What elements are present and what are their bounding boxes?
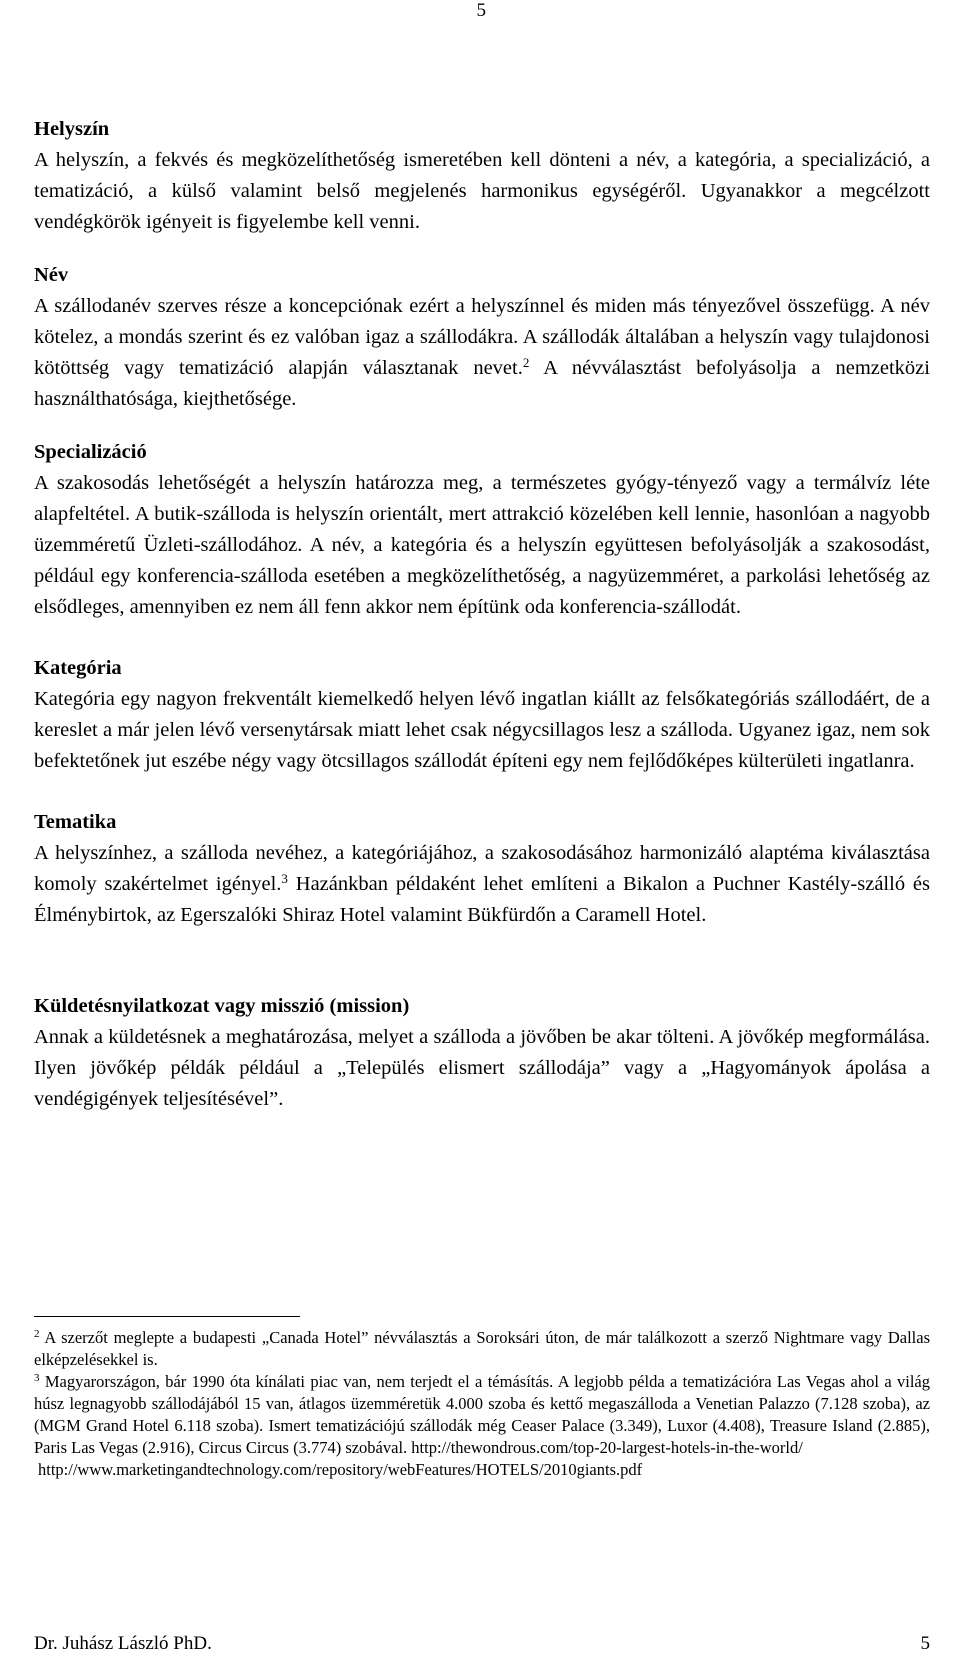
page-footer — [34, 1632, 930, 1656]
footnote-number: 3 — [34, 1372, 40, 1384]
footnote-number: 2 — [34, 1328, 40, 1340]
footer-page-number: 5 — [920, 1633, 930, 1654]
section-heading: Tematika — [34, 811, 117, 833]
section-heading: Küldetésnyilatkozat vagy misszió (mission) — [34, 995, 410, 1017]
paragraph-text: A helyszínhez, a szálloda nevéhez, a kategóriájához, a szakosodásához harmonizáló alaptéma kiválasztása komoly szakértelmet igényel. — [34, 842, 930, 895]
section-specializacio — [34, 437, 930, 623]
footer-author: Dr. Juhász László PhD. — [34, 1633, 212, 1654]
paragraph-text: A szállodanév szerves része a koncepciónak ezért a helyszínnel és miden más tényezővel összefügg. A név kötelez, a mondás szerint és ez valóban igaz a szállodákra. A szállodák általában a helyszín vagy tulajdonosi kötöttség vagy tematizáció alapján választanak nevet. — [34, 295, 930, 379]
page-number-top: 5 — [476, 0, 486, 21]
section-tematika — [34, 807, 930, 931]
section-nev — [34, 260, 930, 415]
footnotes — [34, 1316, 930, 1481]
section-paragraph: A szakosodás lehetőségét a helyszín határozza meg, a természetes gyógy-tényező vagy a termálvíz léte alapfeltétel. A butik-szálloda is helyszín orientált, mert attrakció közelében kell lennie, hasonlóan a nagyobb üzemméretű Üzleti-szállodához. A név, a kategória és a helyszín együttesen befolyásolják a szakosodást, például egy konferencia-szálloda esetében a megközelíthetőség, a nagyüzemméret, a parkolási lehetőség az elsődleges, amennyiben ez nem áll fenn akkor nem építünk oda konferencia-szállodát. — [34, 472, 930, 618]
footnote-ref[interactable]: 3 — [281, 871, 288, 886]
section-heading: Kategória — [34, 657, 122, 679]
section-paragraph: Kategória egy nagyon frekventált kiemelkedő helyen lévő ingatlan kiállt az felsőkategóriás szállodáért, de a kereslet a már jelen lévő versenytársak miatt lehet csak négycsillagos lesz a szálloda. Ugyanez igaz, nem sok befektetőnek jut eszébe négy vagy ötcsillagos szállodát építeni egy nem fejlődőképes külterületi ingatlanra. — [34, 688, 930, 772]
section-heading: Helyszín — [34, 118, 110, 140]
footnote-text: Magyarországon, bár 1990 óta kínálati piac van, nem terjedt el a témásítás. A legjobb példa a tematizációra Las Vegas ahol a világ húsz legnagyobb szállodájából 15 van, átlagos üzemméretük 4.000 szoba és kettő megaszálloda a Venetian Palazzo (7.128 szoba), az (MGM Grand Hotel 6.118 szoba). Ismert tematizációjú szállodák még Ceaser Palace (3.349), Luxor (4.408), Treasure Island (2.885), Paris Las Vegas (2.916), Circus Circus (3.774) szobával. http://thewondrous.com/top-20-largest-hotels-in-the-world/ — [34, 1372, 930, 1457]
footnote-3-url — [34, 1459, 930, 1481]
footnote-text: A szerzőt meglepte a budapesti „Canada Hotel” névválasztás a Soroksári úton, de már találkozott a szerző Nightmare vagy Dallas elképzelésekkel is. — [34, 1328, 930, 1369]
section-paragraph: A helyszín, a fekvés és megközelíthetőség ismeretében kell dönteni a név, a kategória, a specializáció, a tematizáció, a külső valamint belső megjelenés harmonikus egységéről. Ugyanakkor a megcélzott vendégkörök igényeit is figyelembe kell venni. — [34, 149, 930, 233]
paragraph-text: A névválasztást befolyásolja a nemzetközi használthatósága, kiejthetősége. — [34, 357, 930, 410]
footnote-separator — [34, 1316, 300, 1317]
section-kategoria — [34, 653, 930, 777]
section-heading: Specializáció — [34, 441, 147, 463]
footnote-ref[interactable]: 2 — [522, 355, 530, 370]
section-kuldetes — [34, 991, 930, 1115]
paragraph-text: Hazánkban példaként lehet említeni a Bikalon a Puchner Kastély-szálló és Élménybirtok, az Egerszalóki Shiraz Hotel valamint Bükfürdőn a Caramell Hotel. — [34, 873, 931, 926]
section-paragraph: Annak a küldetésnek a meghatározása, melyet a szálloda a jövőben be akar tölteni. A jövőkép megformálása. Ilyen jövőkép példák például a „Település elismert szállodája” vagy a „Hagyományok ápolása a vendégigények teljesítésével”. — [34, 1026, 930, 1110]
document-body — [34, 114, 930, 1115]
footnote-2 — [34, 1327, 930, 1371]
section-paragraph — [34, 838, 930, 931]
section-heading: Név — [34, 264, 69, 286]
footnote-3 — [34, 1371, 930, 1459]
section-paragraph — [34, 291, 930, 415]
section-helyszin — [34, 114, 930, 238]
footnote-link[interactable]: http://www.marketingandtechnology.com/repository/webFeatures/HOTELS/2010giants.pdf — [38, 1460, 643, 1479]
